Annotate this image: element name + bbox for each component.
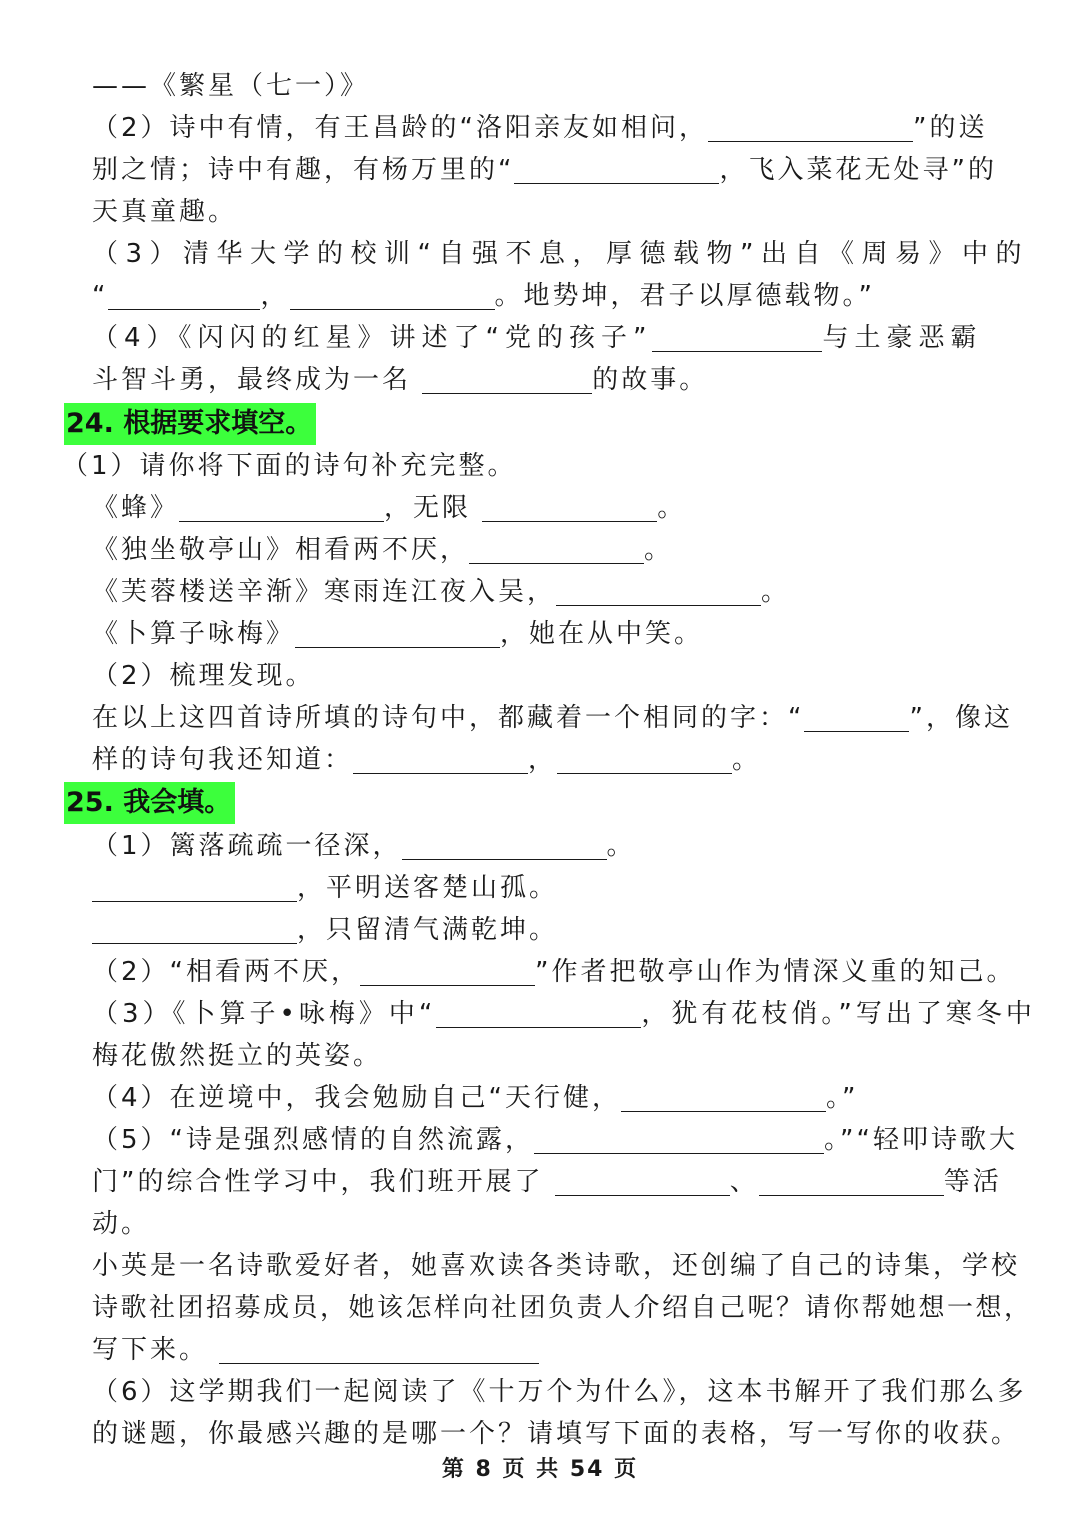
question-25-heading: 25. 我会填。 (64, 782, 235, 824)
answer-blank[interactable] (92, 873, 297, 902)
answer-blank[interactable] (482, 493, 657, 522)
question-25-1-line-2: ，平明送客楚山孤。 (92, 868, 558, 908)
question-25-2-line: （2）“相看两不厌， ”作者把敬亭山作为情深义重的知己。 (92, 957, 1016, 987)
question-23-2-line-1: （2）诗中有情，有王昌龄的“洛阳亲友如相问， ”的送 (92, 113, 988, 143)
answer-blank[interactable] (534, 1125, 824, 1154)
page-footer: 第 8 页 共 54 页 (441, 1457, 639, 1482)
answer-blank[interactable] (422, 365, 592, 394)
answer-blank[interactable] (402, 831, 607, 860)
answer-blank[interactable] (219, 1335, 539, 1364)
text-line: 天真童趣。 (92, 197, 238, 227)
poem-line-yongmei: 《卜算子咏梅》 ，她在从中笑。 (92, 619, 704, 649)
answer-blank[interactable] (652, 323, 822, 352)
answer-blank[interactable] (514, 155, 719, 184)
answer-blank[interactable] (295, 619, 500, 648)
answer-blank[interactable] (360, 957, 535, 986)
poem-line-bee: 《蜂》 ，无限 。 (92, 493, 687, 523)
answer-blank[interactable] (108, 281, 260, 310)
question-25-6-line-1: （6）这学期我们一起阅读了《十万个为什么》，这本书解开了我们那么多 (92, 1377, 1027, 1407)
question-24-2-line-2: 样的诗句我还知道： ， 。 (92, 745, 762, 775)
prompt-line-2: 诗歌社团招募成员，她该怎样向社团负责人介绍自己呢？请你帮她想一想， (92, 1293, 1033, 1323)
poem-line-jingting: 《独坐敬亭山》相看两不厌， 。 (92, 535, 674, 565)
question-25-6-line-2: 的谜题，你最感兴趣的是哪一个？请填写下面的表格，写一写你的收获。 (92, 1419, 1021, 1449)
question-25-1-line-1: （1）篱落疏疏一径深， 。 (92, 831, 636, 861)
answer-blank[interactable] (290, 281, 495, 310)
question-23-3-line-2: “ ， 。地势坤，君子以厚德载物。” (92, 281, 875, 311)
question-23-4-line-2: 斗智斗勇，最终成为一名 的故事。 (92, 365, 709, 395)
question-24-heading: 24. 根据要求填空。 (64, 403, 316, 445)
answer-blank[interactable] (179, 493, 384, 522)
text-line: 动。 (92, 1209, 151, 1239)
answer-blank[interactable] (436, 999, 641, 1028)
question-25-3-line-2: 梅花傲然挺立的英姿。 (92, 1041, 383, 1071)
answer-blank[interactable] (708, 113, 913, 142)
question-24-1-prompt: （1）请你将下面的诗句补充完整。 (62, 451, 517, 481)
answer-blank[interactable] (92, 915, 297, 944)
answer-blank[interactable] (557, 745, 732, 774)
question-25-3-line-1: （3）《卜算子•咏梅》中“ ，犹有花枝俏。”写出了寒冬中 (92, 999, 1036, 1029)
question-24-2-line-1: 在以上这四首诗所填的诗句中，都藏着一个相同的字：“ ”，像这 (92, 703, 1013, 733)
answer-blank[interactable] (621, 1083, 826, 1112)
answer-blank[interactable] (804, 703, 909, 732)
question-23-3-line-1: （3）清华大学的校训“自强不息，厚德载物”出自《周易》中的 (92, 239, 1029, 269)
answer-blank[interactable] (469, 535, 644, 564)
question-24-2-prompt: （2）梳理发现。 (92, 661, 315, 691)
question-23-2-line-2: 别之情；诗中有趣，有杨万里的“ ，飞入菜花无处寻”的 (92, 155, 997, 185)
question-25-5-line-2: 门”的综合性学习中，我们班开展了 、 等活 (92, 1167, 1002, 1197)
prompt-line-1: 小英是一名诗歌爱好者，她喜欢读各类诗歌，还创编了自己的诗集，学校 (92, 1251, 1021, 1281)
question-25-1-line-3: ，只留清气满乾坤。 (92, 910, 558, 950)
answer-blank[interactable] (555, 1167, 730, 1196)
text-line: ——《繁星（七一）》 (92, 71, 370, 101)
question-25-4-line: （4）在逆境中，我会勉励自己“天行健， 。” (92, 1083, 859, 1113)
answer-blank[interactable] (759, 1167, 944, 1196)
answer-blank[interactable] (556, 577, 761, 606)
poem-line-furong: 《芙蓉楼送辛渐》寒雨连江夜入吴， 。 (92, 577, 791, 607)
question-25-5-line-1: （5）“诗是强烈感情的自然流露， 。”“轻叩诗歌大 (92, 1125, 1018, 1155)
prompt-line-3: 写下来。 (92, 1330, 539, 1370)
question-23-4-line-1: （4）《闪闪的红星》讲述了“党的孩子” 与土豪恶霸 (92, 323, 983, 353)
answer-blank[interactable] (353, 745, 528, 774)
